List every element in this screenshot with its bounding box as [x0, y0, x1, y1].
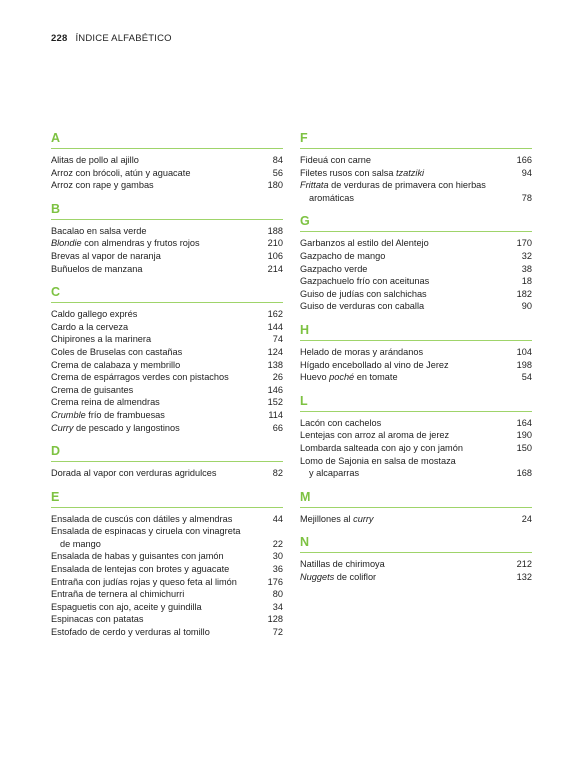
entry-title [300, 263, 522, 276]
entry-title-part: Estofado de cerdo y verduras al tomillo [51, 627, 210, 638]
entry-title [300, 359, 517, 372]
entry-title [51, 346, 268, 359]
entry-title [51, 396, 268, 409]
entry-page-number: 78 [521, 192, 532, 203]
entry-title [51, 563, 273, 576]
entry-title [300, 275, 522, 288]
entry-title-part: Alitas de pollo al ajillo [51, 155, 139, 165]
entry-title-continuation: de mango [60, 538, 101, 549]
index-entry [51, 613, 283, 626]
entry-title [51, 263, 268, 276]
entry-title-part: en tomate [354, 372, 398, 383]
entry-page-number: 214 [267, 263, 283, 274]
entry-title [300, 154, 517, 167]
entry-title-part: curry [353, 513, 374, 524]
entry-page-number: 180 [267, 180, 283, 191]
entry-title [51, 237, 268, 250]
entry-page-number: 80 [272, 589, 283, 600]
entry-page-number: 38 [521, 263, 532, 274]
index-section-a [51, 131, 283, 192]
entry-title [300, 300, 522, 313]
section-letter: L [300, 394, 532, 412]
index-entry [51, 308, 283, 321]
entry-title-part: Filetes rusos con salsa [300, 167, 396, 178]
entry-title-part: Nuggets [300, 571, 335, 582]
entry-title [300, 442, 517, 455]
entry-page-number: 54 [521, 372, 532, 383]
index-section-h [300, 323, 532, 384]
entry-title-part: Guiso de verduras con caballa [300, 301, 425, 312]
index-entry [51, 563, 283, 576]
section-letter: D [51, 444, 283, 462]
entry-title [51, 308, 268, 321]
index-section-c [51, 285, 283, 434]
entry-title [51, 422, 273, 435]
entry-page-number: 124 [267, 346, 283, 357]
entry-page-number: 188 [267, 225, 283, 236]
entry-page-number: 170 [516, 238, 532, 249]
index-column-right [300, 131, 532, 593]
index-entry [300, 275, 532, 288]
index-entry [51, 346, 283, 359]
index-entry [300, 429, 532, 442]
entry-title [51, 154, 273, 167]
entry-page-number: 138 [267, 359, 283, 370]
entry-title-part: de coliflor [334, 571, 377, 582]
entry-title-part: Chipirones a la marinera [51, 334, 152, 345]
index-entry [51, 333, 283, 346]
entry-page-number: 212 [516, 559, 532, 570]
index-entry [300, 300, 532, 313]
index-entry [51, 588, 283, 601]
index-column-left [51, 131, 283, 649]
entry-page-number: 66 [272, 422, 283, 433]
index-entry [51, 396, 283, 409]
entry-title-part: poché [329, 372, 355, 383]
entry-title [51, 384, 268, 397]
index-entry [51, 384, 283, 397]
section-letter: A [51, 131, 283, 149]
entry-page-number: 84 [272, 155, 283, 165]
entry-title [51, 513, 273, 526]
index-entry [300, 250, 532, 263]
entry-title-part: con almendras y frutos rojos [81, 238, 200, 249]
section-letter: G [300, 214, 532, 232]
entry-title [51, 333, 273, 346]
entry-page-number: 44 [272, 513, 283, 524]
entry-title-part: Brevas al vapor de naranja [51, 250, 161, 261]
entry-title-part: Lentejas con arroz al aroma de jerez [300, 430, 450, 441]
entry-title [51, 359, 268, 372]
entry-title-part: Frittata [300, 180, 329, 191]
index-entry [300, 359, 532, 372]
index-entry [51, 626, 283, 639]
entry-page-number: 72 [272, 627, 283, 638]
section-letter: F [300, 131, 532, 149]
entry-title [300, 371, 522, 384]
section-letter: B [51, 202, 283, 220]
entry-page-number: 162 [267, 309, 283, 320]
entry-title-part: Fideuá con carne [300, 155, 371, 165]
index-entry [51, 154, 283, 167]
entry-title-part: Guiso de judías con salchichas [300, 288, 427, 299]
index-section-e [51, 490, 283, 639]
index-entry [51, 371, 283, 384]
entry-page-number: 164 [516, 417, 532, 428]
entry-title-part: Bacalao en salsa verde [51, 225, 147, 236]
entry-title [51, 550, 273, 563]
section-letter: H [300, 323, 532, 341]
entry-page-number: 182 [516, 288, 532, 299]
entry-title-part: Espaguetis con ajo, aceite y guindilla [51, 601, 202, 612]
entry-page-number: 26 [272, 372, 283, 383]
entry-page-number: 36 [272, 564, 283, 575]
index-section-d [51, 444, 283, 480]
index-entry [300, 558, 532, 571]
entry-page-number: 144 [267, 321, 283, 332]
entry-title [51, 576, 268, 589]
index-entry [51, 601, 283, 614]
page-title: ÍNDICE ALFABÉTICO [75, 33, 172, 44]
page-number: 228 [51, 33, 68, 44]
section-letter: E [51, 490, 283, 508]
entry-title [51, 179, 268, 192]
entry-page-number: 168 [516, 468, 532, 479]
entry-title-part: Crema de guisantes [51, 384, 134, 395]
entry-title-part: de verduras de primavera con hierbas [328, 180, 486, 191]
entry-page-number: 24 [521, 513, 532, 524]
entry-title-part: de pescado y langostinos [73, 422, 180, 433]
entry-title-part: Ensalada de cuscús con dátiles y almendras [51, 513, 233, 524]
index-entry [51, 179, 283, 192]
entry-title-part: Buñuelos de manzana [51, 263, 143, 274]
entry-title-part: Natillas de chirimoya [300, 559, 385, 570]
entry-page-number: 210 [267, 238, 283, 249]
entry-page-number: 176 [267, 576, 283, 587]
index-entry [300, 455, 532, 480]
index-entry [300, 417, 532, 430]
entry-title [51, 371, 273, 384]
section-letter: M [300, 490, 532, 508]
entry-title-part: Mejillones al [300, 513, 354, 524]
entry-page-number: 146 [267, 384, 283, 395]
entry-title-part: Gazpachuelo frío con aceitunas [300, 276, 430, 287]
entry-title-part: Arroz con rape y gambas [51, 180, 154, 191]
entry-title-part: Helado de moras y arándanos [300, 346, 424, 357]
index-entry [300, 571, 532, 584]
entry-page-number: 18 [521, 276, 532, 287]
entry-title-continuation: y alcaparras [309, 468, 360, 479]
entry-title-part: Crema de calabaza y membrillo [51, 359, 181, 370]
index-entry [51, 250, 283, 263]
entry-page-number: 94 [521, 167, 532, 178]
entry-title [300, 513, 522, 526]
entry-title [51, 588, 273, 601]
index-entry [51, 321, 283, 334]
entry-title [300, 455, 517, 480]
entry-page-number: 22 [272, 538, 283, 549]
entry-title [300, 288, 517, 301]
index-entry [51, 167, 283, 180]
index-entry [51, 263, 283, 276]
entry-page-number: 132 [516, 571, 532, 582]
entry-title-part: tzatziki [396, 167, 425, 178]
entry-title [51, 409, 268, 422]
entry-title-part: Blondie [51, 238, 82, 249]
section-letter: N [300, 535, 532, 553]
index-entry [300, 371, 532, 384]
entry-title-part: Lombarda salteada con ajo y con jamón [300, 442, 463, 453]
index-entry [300, 442, 532, 455]
index-section-b [51, 202, 283, 275]
entry-title-part: Entraña de ternera al chimichurri [51, 589, 185, 600]
index-entry [51, 422, 283, 435]
section-letter: C [51, 285, 283, 303]
index-entry [300, 346, 532, 359]
entry-title-part: Espinacas con patatas [51, 614, 144, 625]
entry-page-number: 152 [267, 397, 283, 408]
index-entry [300, 513, 532, 526]
entry-title-part: Curry [51, 422, 74, 433]
entry-title [300, 417, 517, 430]
entry-title [51, 626, 273, 639]
entry-page-number: 114 [268, 409, 283, 420]
index-entry [300, 179, 532, 204]
index-entry [51, 576, 283, 589]
index-section-f [300, 131, 532, 204]
index-entry [300, 263, 532, 276]
entry-page-number: 32 [521, 250, 532, 261]
entry-title [51, 250, 268, 263]
entry-title-part: Ensalada de espinacas y ciruela con vinagreta [51, 526, 241, 537]
entry-title-part: Gazpacho de mango [300, 250, 386, 261]
entry-title-part: Huevo [300, 372, 330, 383]
entry-title-part: Entraña con judías rojas y queso feta al limón [51, 576, 237, 587]
entry-title [300, 558, 517, 571]
entry-page-number: 90 [521, 301, 532, 312]
entry-title [51, 321, 268, 334]
entry-title-part: frío de frambuesas [85, 409, 165, 420]
entry-page-number: 30 [272, 551, 283, 562]
entry-title [300, 179, 522, 204]
index-entry [300, 288, 532, 301]
entry-title [300, 429, 517, 442]
index-entry [51, 359, 283, 372]
entry-page-number: 190 [516, 430, 532, 441]
entry-page-number: 82 [272, 468, 283, 479]
index-section-g [300, 214, 532, 313]
index-entry [51, 513, 283, 526]
entry-title-part: Crema reina de almendras [51, 397, 160, 408]
entry-title-part: Cardo a la cerveza [51, 321, 129, 332]
entry-page-number: 74 [272, 334, 283, 345]
entry-title-part: Gazpacho verde [300, 263, 368, 274]
entry-title [300, 237, 517, 250]
entry-page-number: 150 [516, 442, 532, 453]
page-header [51, 33, 172, 44]
entry-title [300, 346, 517, 359]
entry-page-number: 104 [516, 346, 532, 357]
entry-page-number: 106 [267, 250, 283, 261]
index-entry [300, 167, 532, 180]
entry-title-part: Lacón con cachelos [300, 417, 382, 428]
entry-title [51, 225, 268, 238]
entry-page-number: 166 [516, 155, 532, 165]
entry-title-part: Lomo de Sajonia en salsa de mostaza [300, 455, 456, 466]
index-entry [51, 237, 283, 250]
entry-title [300, 571, 517, 584]
index-entry [51, 225, 283, 238]
index-section-l [300, 394, 532, 480]
entry-title [51, 467, 273, 480]
entry-title-part: Caldo gallego exprés [51, 309, 138, 320]
entry-title [300, 250, 522, 263]
entry-title-continuation: aromáticas [309, 192, 354, 203]
entry-title [300, 167, 522, 180]
entry-title-part: Crema de espárragos verdes con pistachos [51, 372, 229, 383]
index-entry [51, 525, 283, 550]
entry-title [51, 167, 273, 180]
entry-page-number: 34 [272, 601, 283, 612]
entry-title-part: Dorada al vapor con verduras agridulces [51, 468, 217, 479]
entry-title [51, 525, 273, 550]
entry-title [51, 601, 273, 614]
entry-title-part: Hígado encebollado al vino de Jerez [300, 359, 449, 370]
index-entry [300, 154, 532, 167]
entry-title-part: Crumble [51, 409, 86, 420]
index-entry [51, 550, 283, 563]
entry-title-part: Coles de Bruselas con castañas [51, 346, 183, 357]
entry-title-part: Arroz con brócoli, atún y aguacate [51, 167, 191, 178]
entry-title-part: Ensalada de habas y guisantes con jamón [51, 551, 224, 562]
index-entry [51, 409, 283, 422]
entry-page-number: 198 [516, 359, 532, 370]
index-entry [300, 237, 532, 250]
entry-title-part: Ensalada de lentejas con brotes y aguacate [51, 564, 230, 575]
entry-title [51, 613, 268, 626]
entry-page-number: 128 [267, 614, 283, 625]
entry-page-number: 56 [272, 167, 283, 178]
index-section-m [300, 490, 532, 526]
index-section-n [300, 535, 532, 583]
entry-title-part: Garbanzos al estilo del Alentejo [300, 238, 429, 249]
index-entry [51, 467, 283, 480]
